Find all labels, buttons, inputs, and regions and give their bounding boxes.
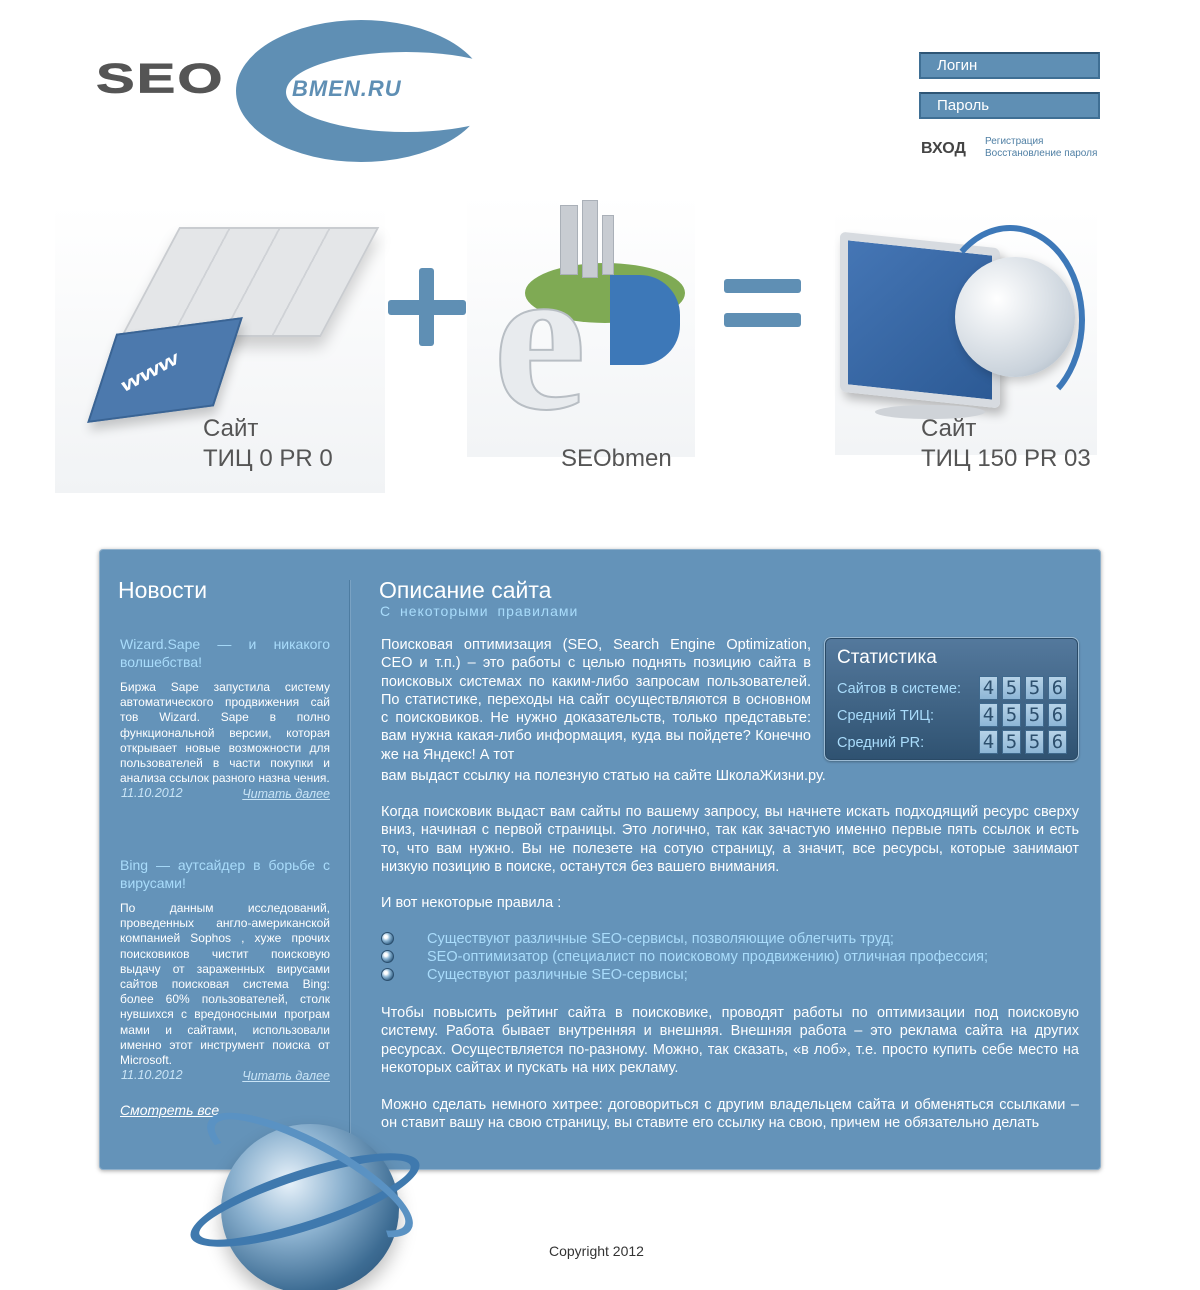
news-heading: Новости <box>118 577 208 603</box>
login-field[interactable]: Логин <box>919 52 1100 79</box>
caption-before <box>203 414 333 474</box>
formula-banner <box>55 165 1115 495</box>
register-link[interactable]: Регистрация <box>985 136 1044 147</box>
news-item-date: 11.10.2012 <box>121 786 183 801</box>
rule-text: SEO-оптимизатор (специалист по поисковому продвижению) отличная профессия; <box>427 948 989 965</box>
orbit-arrow-icon <box>935 225 1085 415</box>
about-paragraph-1-end: вам выдаст ссылку на полезную статью на сайте ШколаЖизни.ру. <box>381 768 826 784</box>
news-item <box>120 635 330 802</box>
news-item-title[interactable]: Wizard.Sape — и никакого волшебства! <box>120 636 330 670</box>
counter-digit: 6 <box>1048 730 1067 754</box>
counter-digit: 5 <box>1025 730 1044 754</box>
list-item <box>381 931 1079 949</box>
stats-label: Средний PR: <box>837 735 925 751</box>
stats-row-sites <box>837 676 1077 700</box>
stats-counter <box>979 730 1067 754</box>
blue-arrow-icon <box>610 275 680 365</box>
globe-arrows-icon <box>215 1110 405 1290</box>
about-paragraph-1: Поисковая оптимизация (SEO, Search Engine Optimization, СЕО и т.п.) – это работы с целью поднять позицию сайта в поисковых системах по каким-либо запросам пользователей. По статистике, переходы на сайт осуществляются в основном с поисковиков. Не нужно доказательств, только представьте: вам нужна какая-либо информация, куда вы пойдете? Конечно же на Яндекс! А тот <box>381 637 811 763</box>
news-item-meta <box>120 1068 330 1084</box>
e-letter-icon: e <box>493 222 587 454</box>
counter-digit: 4 <box>979 676 998 700</box>
equals-icon-lower <box>724 313 801 327</box>
read-more-link[interactable]: Читать далее <box>242 1069 330 1084</box>
restore-password-link[interactable]: Восстановление пароля <box>985 148 1098 159</box>
see-all-news-link[interactable]: Смотреть все <box>120 1102 220 1118</box>
counter-digit: 4 <box>979 703 998 727</box>
bullet-icon <box>381 932 394 945</box>
counter-digit: 6 <box>1048 703 1067 727</box>
logo-text: SEO <box>96 55 225 102</box>
rule-text: Существуют различные SEO-сервисы, позволяющие облегчить труд; <box>427 931 894 947</box>
counter-digit: 5 <box>1025 703 1044 727</box>
puzzle-icon <box>121 227 379 337</box>
about-paragraph-2: Когда поисковик выдаст вам сайты по вашему запросу, вы начнете искать подходящий ресурс сверху вниз, начиная с первой страницы. Это логично, так как зачастую именно первые пять ссылок и есть то, что вам нужно. Вы не полезете на сотую страницу, а значит, все ресурсы, которые занимают низкую позицию в поиске, останутся без вашего внимания. <box>381 804 1079 875</box>
read-more-link[interactable]: Читать далее <box>242 787 330 802</box>
list-item <box>381 949 1079 967</box>
stats-row-tic <box>837 703 1077 727</box>
stats-counter <box>979 703 1067 727</box>
caption-after-line2: ТИЦ 150 PR 03 <box>921 445 1091 472</box>
rules-intro: И вот некоторые правила : <box>381 895 562 911</box>
www-puzzle-piece-icon <box>87 317 243 423</box>
counter-digit: 4 <box>979 730 998 754</box>
about-heading: Описание сайта <box>379 577 552 603</box>
caption-before-line2: ТИЦ 0 PR 0 <box>203 445 333 472</box>
caption-after-line1: Сайт <box>921 415 977 442</box>
caption-after <box>921 414 1091 474</box>
news-item-body: По данным исследований, проведенных англо-американской компанией Sophos , хуже прочих поисковиков чистит поисковую выдачу от зараженных вирусами сайтов поисковая система Bing: более 60% пользователей, столк нувшихся с вредоносными програм мами и сайтами, использовали именно этот инструмент поиска от Microsoft. <box>120 901 330 1068</box>
stats-counter <box>979 676 1067 700</box>
news-item-body: Биржа Sape запустила систему автоматического продвижения сай тов Wizard. Sape в полно функциональной версии, которая открывает новые возможности для пользователей в части покупки и анализа ссылок разного назна чения. <box>120 680 330 786</box>
counter-digit: 5 <box>1025 676 1044 700</box>
statistics-box <box>824 637 1079 761</box>
about-subtitle: С некоторыми правилами <box>380 603 579 619</box>
list-item <box>381 967 1079 985</box>
caption-before-line1: Сайт <box>203 415 259 442</box>
counter-digit: 5 <box>1002 703 1021 727</box>
password-field[interactable]: Пароль <box>919 92 1100 119</box>
news-item-date: 11.10.2012 <box>121 1068 183 1083</box>
stats-row-pr <box>837 730 1077 754</box>
counter-digit: 5 <box>1002 730 1021 754</box>
puzzle-label: www <box>119 346 181 397</box>
login-button[interactable]: ВХОД <box>921 140 966 157</box>
site-logo[interactable] <box>96 18 496 164</box>
counter-digit: 6 <box>1048 676 1067 700</box>
bullet-icon <box>381 950 394 963</box>
news-item-meta <box>120 786 330 802</box>
rules-list <box>381 931 1079 984</box>
copyright-text: Copyright 2012 <box>549 1243 644 1259</box>
caption-service: SEObmen <box>561 445 672 472</box>
about-paragraph-5: Можно сделать немного хитрее: договориться с другим владельцем сайта и обменяться ссылками – он ставит вашу на свою страницу, вы ставите его ссылку на свою, причем не обязательно делать <box>381 1097 1079 1132</box>
plus-icon-vertical <box>419 268 434 346</box>
news-item-title[interactable]: Bing — аутсайдер в борьбе с вирусами! <box>120 857 330 891</box>
bullet-icon <box>381 968 394 981</box>
rule-text: Существуют различные SEO-сервисы; <box>427 966 688 983</box>
equals-icon <box>724 279 801 293</box>
counter-digit: 5 <box>1002 676 1021 700</box>
statistics-title: Статистика <box>837 647 937 668</box>
stats-label: Средний ТИЦ: <box>837 708 935 724</box>
building-icon <box>602 215 614 275</box>
news-item <box>120 856 330 1084</box>
about-paragraph-4: Чтобы повысить рейтинг сайта в поисковике, проводят работы по оптимизации под поисковую систему. Работа бывает внутренняя и внешняя. Внешняя работа – это реклама сайта на других ресурсах. Осуществляется по-разному. Можно, так сказать, «в лоб», т.е. просто купить себе место на некоторых сайтах и пускать на них рекламу. <box>381 1005 1079 1076</box>
column-divider <box>349 580 350 1135</box>
stats-label: Сайтов в системе: <box>837 681 962 697</box>
logo-domain: BMEN.RU <box>292 76 402 101</box>
